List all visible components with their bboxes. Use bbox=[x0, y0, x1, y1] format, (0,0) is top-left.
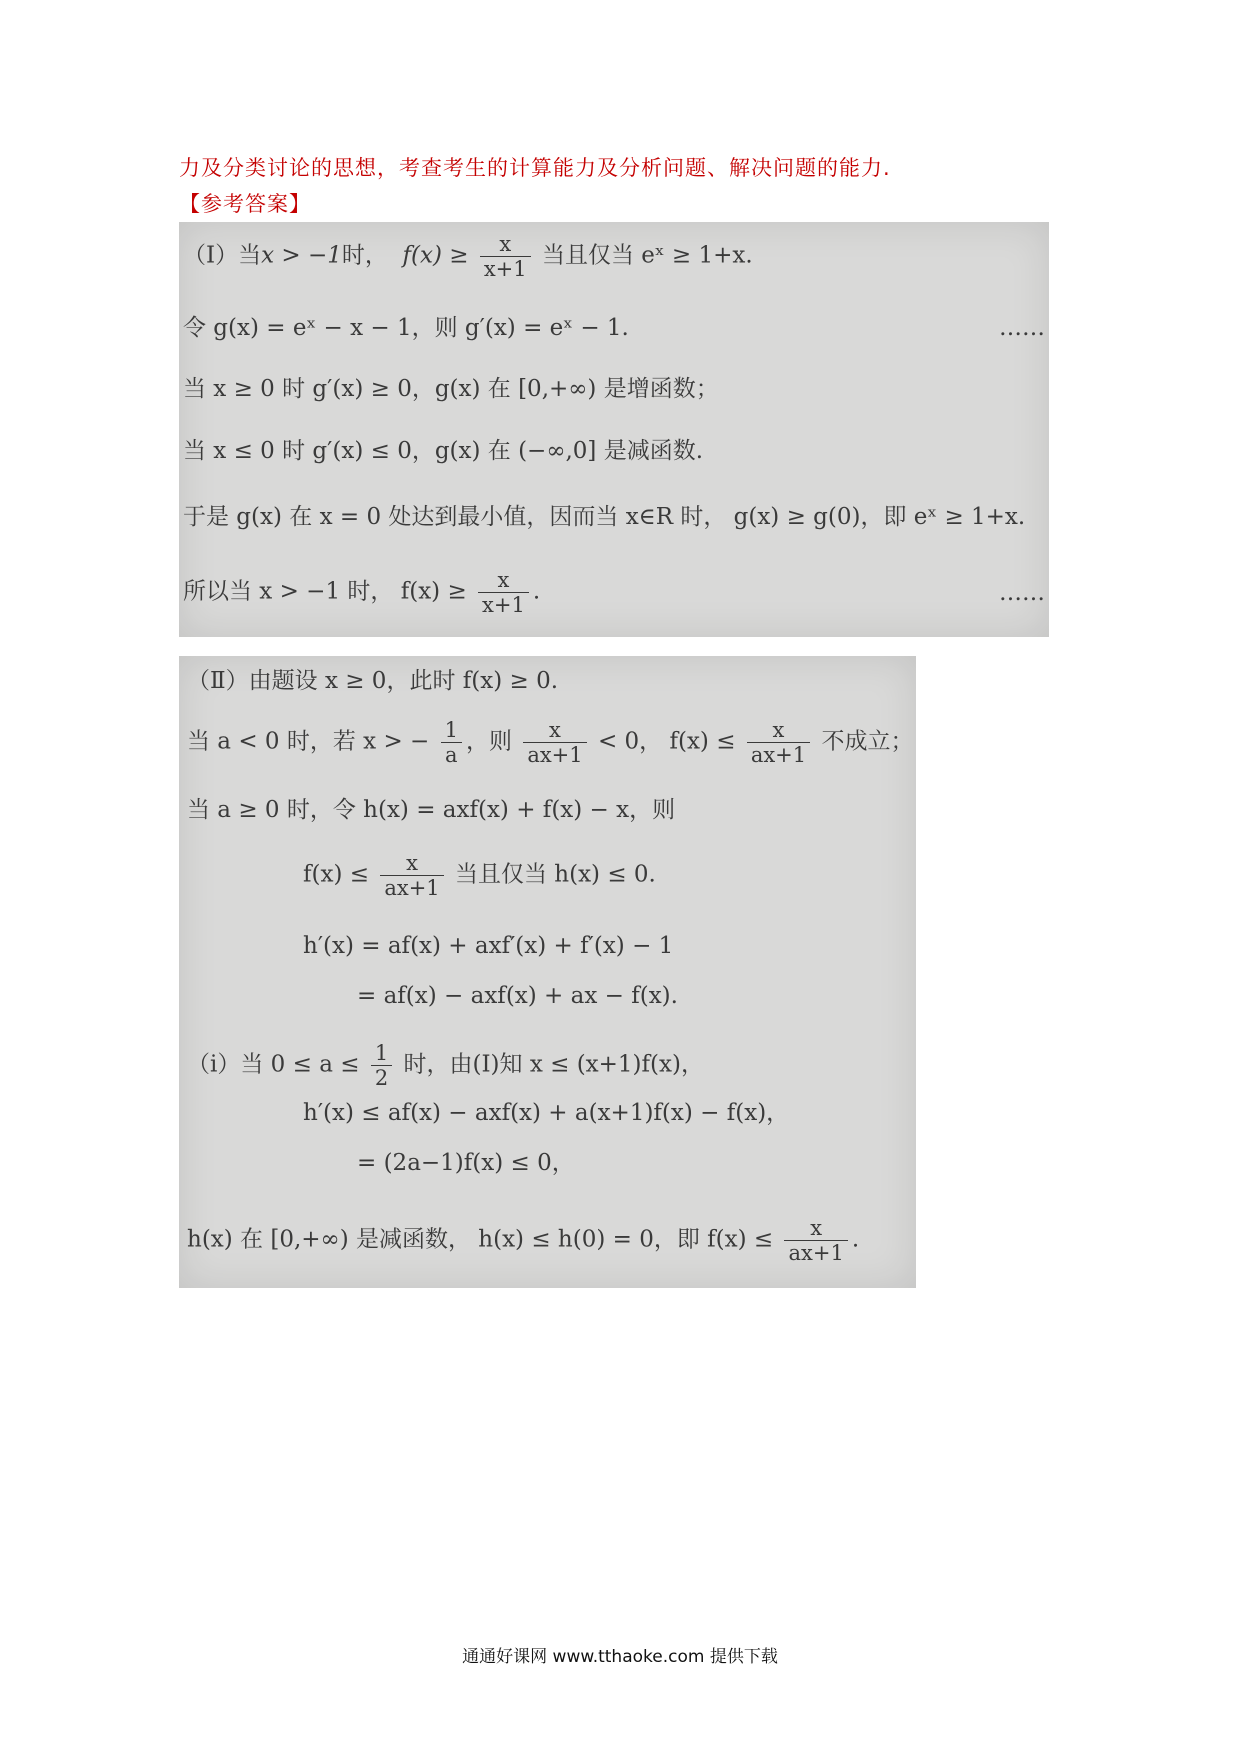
part1-dots-1: …… bbox=[999, 315, 1045, 341]
part2-line-1: （Ⅱ）由题设 x ≥ 0，此时 f(x) ≥ 0. bbox=[187, 668, 559, 694]
reference-answer-heading: 【参考答案】 bbox=[179, 192, 311, 216]
part2-line-9: = (2a−1)f(x) ≤ 0， bbox=[357, 1150, 575, 1176]
fraction: $\frac{x}{ax+1}$ bbox=[747, 718, 810, 767]
fraction: $\frac{x}{x+1}$ bbox=[478, 568, 529, 617]
fraction: $\frac{x}{ax+1}$ bbox=[784, 1216, 847, 1265]
part1-line-5: 于是 g(x) 在 x = 0 处达到最小值，因而当 x∈R 时， g(x) ≥ g(0)，即 eˣ ≥ 1+x. bbox=[183, 504, 1026, 530]
part2-line-7: （ⅰ）当 0 ≤ a ≤ $\frac{1}{2}$ 时，由(Ⅰ)知 x ≤ (x+1)f(x)， bbox=[187, 1041, 704, 1090]
solution-part-2-scan bbox=[179, 656, 916, 1288]
part2-line-3: 当 a ≥ 0 时，令 h(x) = axf(x) + f(x) − x，则 bbox=[187, 797, 676, 823]
part2-line-6: = af(x) − axf(x) + ax − f(x). bbox=[357, 983, 678, 1009]
part1-dots-2: …… bbox=[999, 580, 1045, 606]
fraction: $\frac{x}{ax+1}$ bbox=[380, 851, 443, 900]
part2-line-10: h(x) 在 [0,+∞) 是减函数， h(x) ≤ h(0) = 0，即 f(x) ≤ $\frac{x}{ax+1}$ . bbox=[187, 1216, 860, 1265]
fraction: $\frac{1}{a}$ bbox=[441, 718, 462, 767]
part1-line-3: 当 x ≥ 0 时 g′(x) ≥ 0，g(x) 在 [0,+∞) 是增函数； bbox=[183, 376, 719, 402]
footer-credit: 通通好课网 www.tthaoke.com 提供下载 bbox=[462, 1647, 778, 1667]
part2-line-2: 当 a < 0 时，若 x > − $\frac{1}{a}$ ，则 $\frac{x}{ax+1}$ < 0， f(x) ≤ $\frac{x}{ax+1}$ 不成立； bbox=[187, 718, 914, 767]
analysis-text: 力及分类讨论的思想，考查考生的计算能力及分析问题、解决问题的能力. bbox=[179, 156, 891, 180]
part1-line-1: （Ⅰ）当x > −1时， f(x) ≥ $\frac{x}{x+1}$ 当且仅当 eˣ ≥ 1+x. bbox=[183, 232, 753, 281]
part1-line-2: 令 g(x) = eˣ − x − 1，则 g′(x) = eˣ − 1. bbox=[183, 315, 629, 341]
part2-line-8: h′(x) ≤ af(x) − axf(x) + a(x+1)f(x) − f(x)， bbox=[303, 1100, 790, 1126]
fraction: $\frac{x}{x+1}$ bbox=[480, 232, 531, 281]
part2-line-4: f(x) ≤ $\frac{x}{ax+1}$ 当且仅当 h(x) ≤ 0. bbox=[303, 851, 656, 900]
solution-part-1-scan bbox=[179, 222, 1049, 637]
fraction: $\frac{x}{ax+1}$ bbox=[523, 718, 586, 767]
part1-line-4: 当 x ≤ 0 时 g′(x) ≤ 0，g(x) 在 (−∞,0] 是减函数. bbox=[183, 438, 704, 464]
part1-line-6: 所以当 x > −1 时， f(x) ≥ $\frac{x}{x+1}$ . bbox=[183, 568, 541, 617]
part2-line-5: h′(x) = af(x) + axf′(x) + f′(x) − 1 bbox=[303, 933, 674, 959]
fraction: $\frac{1}{2}$ bbox=[371, 1041, 392, 1090]
